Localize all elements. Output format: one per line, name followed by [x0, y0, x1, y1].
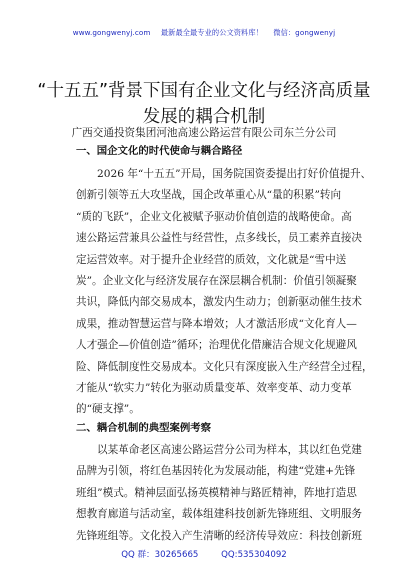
paragraph-line: 炭”。企业文化与经济发展存在深层耦合机制：价值引领凝聚: [76, 274, 357, 287]
banner-slogan: 最新最全最专业的公文资料库！: [160, 28, 263, 37]
paragraph-line: 共识，降低内部交易成本，激发内生动力；创新驱动催生技术: [76, 296, 363, 309]
paragraph-line: 以某革命老区高速公路运营分公司为样本，其以红色党建: [97, 444, 362, 456]
author-organization: 广西交通投资集团河池高速公路运营有限公司东兰分公司: [71, 127, 337, 139]
footer-qq-group: QQ 群：30265665: [121, 550, 199, 560]
paragraph-line: 人才强企—价值创造”循环；治理优化借廉洁合规文化规避风: [76, 339, 357, 352]
banner-site-link[interactable]: www.gongwenyj.com: [72, 28, 151, 37]
paragraph-line: 险、降低制度性交易成本。文化只有深度嵌入生产经营全过程，: [76, 360, 373, 373]
paragraph-line: 才能从“软实力”转化为驱动质量变革、效率变革、动力变革: [76, 381, 352, 394]
paragraph-line: 成果，推动智慧运营与降本增效；人才激活形成“文化育人—: [76, 317, 357, 330]
section-2-heading: 二、耦合机制的典型案例考察: [76, 422, 212, 434]
section-1-heading: 一、国企文化的时代使命与耦合路径: [76, 145, 243, 157]
top-banner: [0, 28, 408, 38]
footer-qq: QQ:535304092: [221, 550, 287, 560]
paragraph-line: 定运营效率。对于提升企业经营的质效，文化就是“雪中送: [76, 253, 347, 266]
section-2-body: [76, 440, 363, 547]
paragraph-line: 先锋班组等。文化投入产生清晰的经济传导效应：科技创新班: [76, 529, 363, 542]
paragraph-line: 的“硬支撑”。: [76, 403, 140, 416]
paragraph-line: 班组”模式。精神层面弘扬英模精神与路匠精神，阵地打造思: [76, 486, 357, 499]
paragraph-line: 品牌为引领，将红色基因转化为发展动能，构建“党建+先锋: [76, 465, 356, 478]
paragraph-line: 想教育廊道与活动室，载体组建科技创新先锋班组、文明服务: [76, 508, 363, 521]
banner-wechat: 微信：gongwenyj: [273, 28, 336, 37]
title-line-1: “十五五”背景下国有企业文化与经济高质量: [37, 81, 371, 101]
page-title: [0, 78, 408, 130]
footer-contact: [0, 548, 408, 560]
title-line-2: 发展的耦合机制: [142, 107, 266, 127]
paragraph-line: “质的飞跃”，企业文化被赋予驱动价值创造的战略使命。高: [76, 210, 352, 223]
paragraph-line: 速公路运营兼具公益性与经营性，点多线长，员工素养直接决: [76, 232, 363, 245]
paragraph-line: 创新引领等五大攻坚战，国企改革重心从“量的积累”转向: [76, 189, 342, 202]
section-1-body: [76, 164, 373, 421]
paragraph-line: 2026 年“十五五”开局，国务院国资委提出打好价值提升、: [97, 168, 372, 180]
